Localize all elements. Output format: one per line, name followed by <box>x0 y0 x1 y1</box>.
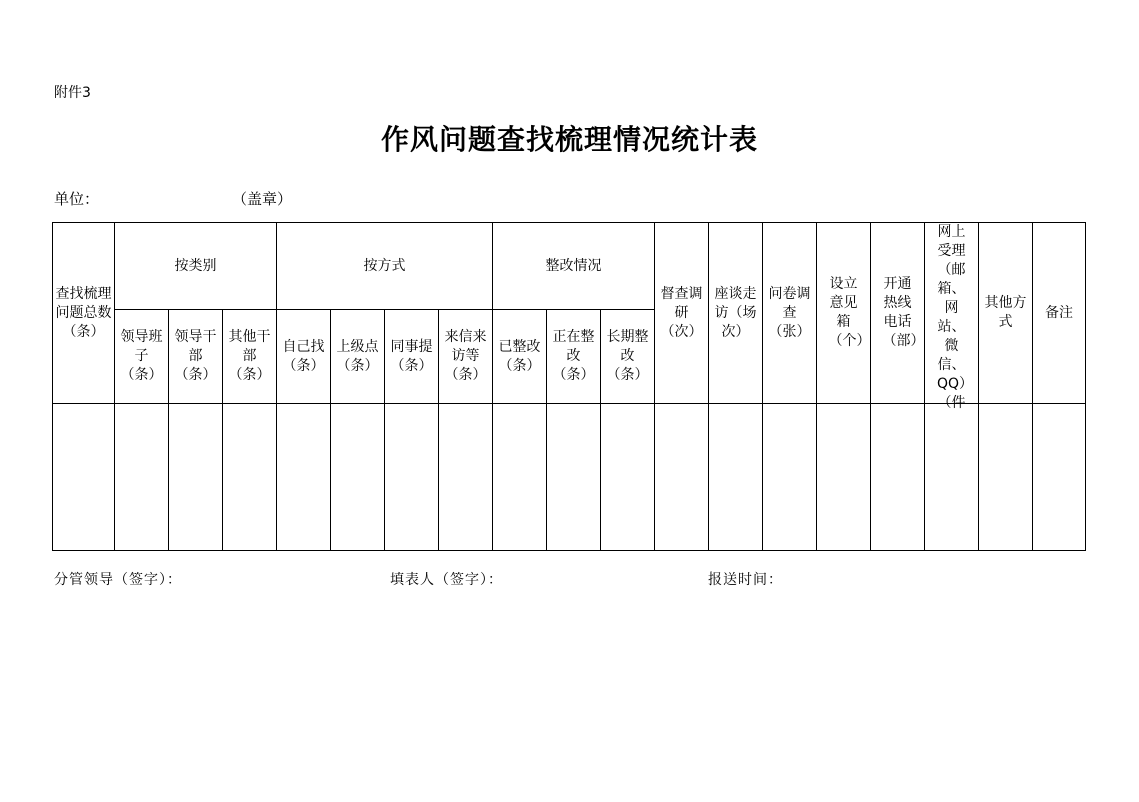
header-rectify-cell: 已整改（条） <box>493 310 547 404</box>
header-group-method: 按方式 <box>277 223 493 310</box>
data-cell[interactable] <box>763 404 817 551</box>
header-total: 查找梳理问题总数（条） <box>53 223 115 404</box>
data-cell[interactable] <box>493 404 547 551</box>
statistics-table <box>52 222 1086 551</box>
submit-date-label: 报送时间： <box>708 572 783 588</box>
data-cell[interactable] <box>817 404 871 551</box>
data-cell[interactable] <box>223 404 277 551</box>
header-category-cell: 其他干部（条） <box>223 310 277 404</box>
table-row <box>53 404 1086 551</box>
header-remark: 备注 <box>1033 223 1086 404</box>
header-other: 其他方式 <box>979 223 1033 404</box>
header-online: 网上受理（邮箱、网站、微信、QQ）（件 <box>925 223 979 404</box>
header-hotline: 开通热线电话（部） <box>871 223 925 404</box>
data-cell[interactable] <box>925 404 979 551</box>
header-category-cell: 领导班子（条） <box>115 310 169 404</box>
header-supervise: 督查调研（次） <box>655 223 709 404</box>
data-cell[interactable] <box>53 404 115 551</box>
data-cell[interactable] <box>385 404 439 551</box>
data-cell[interactable] <box>709 404 763 551</box>
header-rectify-cell: 正在整改（条） <box>547 310 601 404</box>
header-method-cell: 同事提（条） <box>385 310 439 404</box>
data-cell[interactable] <box>439 404 493 551</box>
data-cell[interactable] <box>331 404 385 551</box>
data-cell[interactable] <box>979 404 1033 551</box>
header-method-cell: 自己找（条） <box>277 310 331 404</box>
data-cell[interactable] <box>871 404 925 551</box>
header-forum: 座谈走访（场次） <box>709 223 763 404</box>
filler-signature-label: 填表人（签字）： <box>390 572 503 588</box>
header-rectify-cell: 长期整改（条） <box>601 310 655 404</box>
unit-line <box>54 188 292 209</box>
page-title: 作风问题查找梳理情况统计表 <box>380 123 758 156</box>
header-mailbox: 设立意见箱（个） <box>817 223 871 404</box>
attachment-label: 附件3 <box>54 85 91 101</box>
data-cell[interactable] <box>547 404 601 551</box>
data-cell[interactable] <box>1033 404 1086 551</box>
header-survey: 问卷调查（张） <box>763 223 817 404</box>
seal-label: （盖章） <box>232 190 293 208</box>
data-cell[interactable] <box>169 404 223 551</box>
header-method-cell: 来信来访等（条） <box>439 310 493 404</box>
data-cell[interactable] <box>115 404 169 551</box>
header-category-cell: 领导干部（条） <box>169 310 223 404</box>
header-group-rectify: 整改情况 <box>493 223 655 310</box>
unit-label: 单位： <box>54 190 100 208</box>
header-method-cell: 上级点（条） <box>331 310 385 404</box>
data-cell[interactable] <box>277 404 331 551</box>
data-cell[interactable] <box>601 404 655 551</box>
header-group-category: 按类别 <box>115 223 277 310</box>
leader-signature-label: 分管领导（签字）： <box>54 572 182 588</box>
data-cell[interactable] <box>655 404 709 551</box>
